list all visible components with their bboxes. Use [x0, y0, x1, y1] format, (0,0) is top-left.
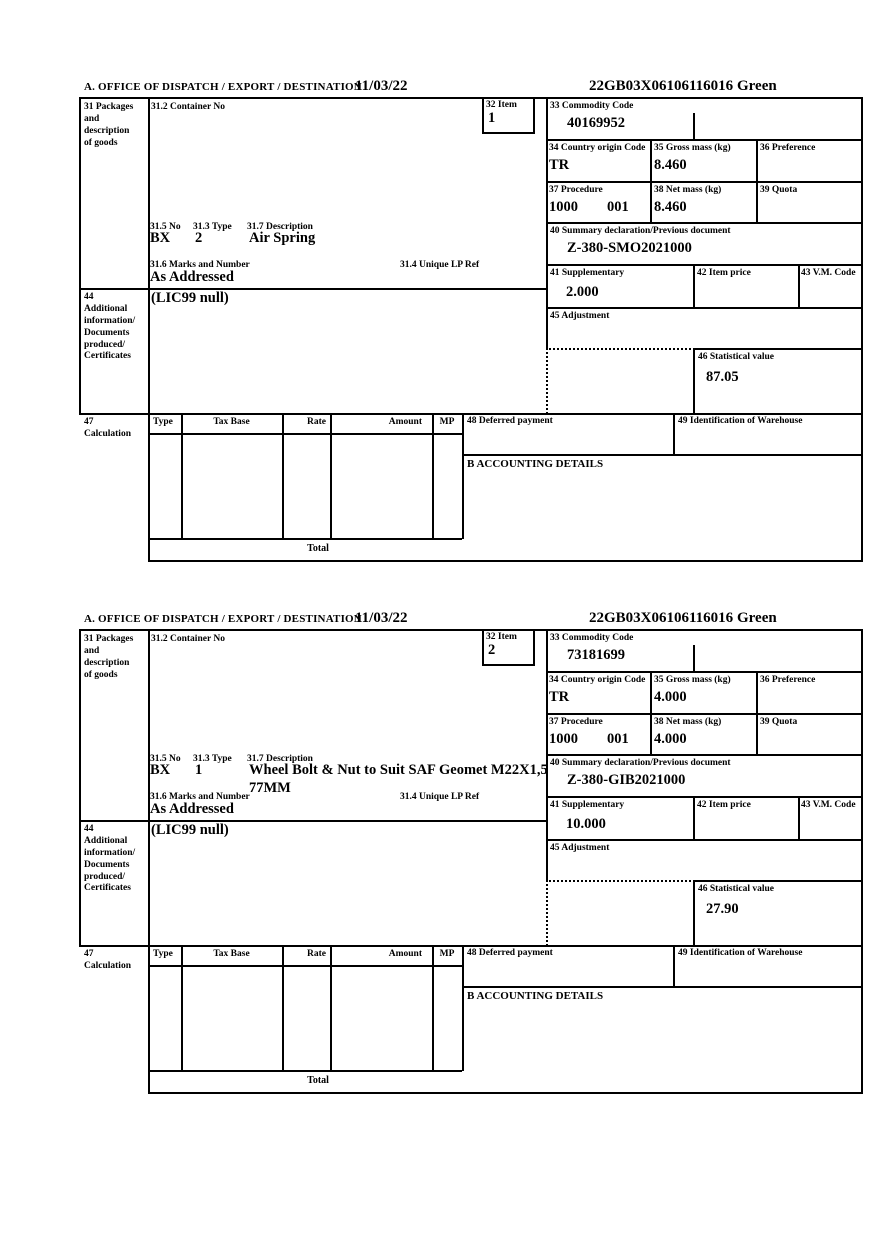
declaration-date: 11/03/22: [355, 78, 408, 94]
label-line: of goods: [84, 669, 118, 680]
calc-rate-header: Rate: [307, 417, 326, 427]
divider: [546, 671, 863, 673]
summary-declaration-label: 40 Summary declaration/Previous document: [550, 226, 731, 236]
net-mass-label: 38 Net mass (kg): [654, 185, 722, 195]
commodity-code-value: 40169952: [567, 115, 625, 131]
gross-mass-label: 35 Gross mass (kg): [654, 143, 731, 153]
label-line: Certificates: [84, 351, 131, 362]
divider: [79, 629, 863, 631]
packages-type-value: 1: [195, 762, 203, 778]
declaration-reference: 22GB03X06106116016: [589, 78, 734, 94]
routing-status: Green: [737, 610, 777, 626]
warehouse-identification-label: 49 Identification of Warehouse: [678, 948, 803, 958]
label-line: information/: [84, 847, 136, 858]
divider: [462, 986, 863, 988]
divider: [546, 629, 548, 881]
packages-no-label: 31.5 No: [150, 222, 181, 232]
procedure-label: 37 Procedure: [549, 185, 603, 195]
calc-mp-header: MP: [439, 417, 455, 427]
calc-mp-header: MP: [439, 949, 455, 959]
label-line: 44: [84, 824, 94, 834]
routing-status: Green: [737, 78, 777, 94]
unique-lp-ref-label: 31.4 Unique LP Ref: [400, 792, 480, 802]
quota-label: 39 Quota: [760, 185, 798, 195]
packages-type-value: 2: [195, 230, 203, 246]
label-line: 31 Packages: [84, 102, 134, 112]
supplementary-value: 10.000: [566, 816, 606, 832]
divider: [79, 413, 863, 415]
dotted-divider: [546, 348, 695, 350]
divider: [462, 945, 464, 1071]
container-no-label: 31.2 Container No: [151, 102, 225, 112]
divider: [181, 413, 183, 539]
supplementary-value: 2.000: [566, 284, 599, 300]
divider: [693, 348, 695, 414]
item-label: 32 Item: [486, 100, 517, 110]
additional-information-label: [84, 824, 135, 895]
divider: [181, 945, 183, 1071]
packages-description-label: [84, 102, 133, 150]
divider: [462, 454, 863, 456]
gross-mass-value: 8.460: [654, 157, 687, 173]
description-label: 31.7 Description: [247, 222, 313, 232]
divider: [148, 965, 462, 967]
divider: [148, 97, 150, 562]
divider: [693, 880, 863, 882]
marks-value: As Addressed: [150, 801, 234, 817]
divider: [693, 796, 695, 840]
declaration-section-item-2: [0, 532, 882, 1086]
goods-description-line2: 77MM: [249, 780, 291, 796]
total-label: Total: [307, 1075, 329, 1086]
office-of-dispatch-label: A. OFFICE OF DISPATCH / EXPORT / DESTINATION: [84, 613, 362, 625]
divider: [148, 1092, 863, 1094]
calc-tax-base-header: Tax Base: [213, 949, 250, 959]
label-line: Documents: [84, 327, 130, 338]
label-line: description: [84, 657, 130, 668]
divider: [148, 433, 462, 435]
divider: [533, 97, 535, 134]
country-origin-label: 34 Country origin Code: [549, 143, 646, 153]
summary-declaration-value: Z-380-GIB2021000: [567, 772, 686, 788]
vm-code-label: 43 V.M. Code: [801, 268, 856, 278]
divider: [546, 181, 863, 183]
statistical-value: 27.90: [706, 901, 739, 917]
divider: [546, 754, 863, 756]
divider: [79, 629, 81, 946]
marks-and-number-label: 31.6 Marks and Number: [150, 792, 250, 802]
packages-no-label: 31.5 No: [150, 754, 181, 764]
divider: [546, 97, 548, 349]
divider: [693, 348, 863, 350]
declaration-reference: 22GB03X06106116016: [589, 610, 734, 626]
divider: [693, 880, 695, 946]
label-line: produced/: [84, 339, 126, 350]
summary-declaration-label: 40 Summary declaration/Previous document: [550, 758, 731, 768]
gross-mass-value: 4.000: [654, 689, 687, 705]
additional-information-label: [84, 292, 135, 363]
divider: [650, 139, 652, 223]
divider: [330, 945, 332, 1071]
label-line: and: [84, 113, 100, 124]
label-line: Documents: [84, 859, 130, 870]
label-line: Certificates: [84, 883, 131, 894]
procedure-value-1: 1000: [549, 731, 578, 747]
adjustment-label: 45 Adjustment: [550, 311, 610, 321]
divider: [282, 413, 284, 539]
unique-lp-ref-label: 31.4 Unique LP Ref: [400, 260, 480, 270]
calc-tax-base-header: Tax Base: [213, 417, 250, 427]
procedure-value-2: 001: [607, 199, 629, 215]
label-line: 44: [84, 292, 94, 302]
procedure-label: 37 Procedure: [549, 717, 603, 727]
divider: [693, 113, 695, 140]
divider: [330, 413, 332, 539]
item-price-label: 42 Item price: [697, 800, 751, 810]
divider: [546, 839, 863, 841]
divider: [546, 139, 863, 141]
calculation-label: [84, 417, 131, 441]
statistical-value-label: 46 Statistical value: [698, 352, 774, 362]
country-origin-label: 34 Country origin Code: [549, 675, 646, 685]
label-line: 47: [84, 949, 94, 959]
packages-no-value: BX: [150, 762, 171, 778]
divider: [482, 132, 535, 134]
divider: [650, 671, 652, 755]
divider: [79, 97, 863, 99]
quota-label: 39 Quota: [760, 717, 798, 727]
divider: [432, 945, 434, 1071]
packages-type-label: 31.3 Type: [193, 754, 232, 764]
label-line: description: [84, 125, 130, 136]
declaration-section-item-1: [0, 0, 882, 554]
packages-description-label: [84, 634, 133, 682]
packages-no-value: BX: [150, 230, 171, 246]
accounting-details-label: B ACCOUNTING DETAILS: [467, 990, 604, 1002]
calc-type-header: Type: [153, 949, 173, 959]
divider: [546, 222, 863, 224]
divider: [756, 671, 758, 755]
net-mass-label: 38 Net mass (kg): [654, 717, 722, 727]
description-label: 31.7 Description: [247, 754, 313, 764]
additional-info-value: (LIC99 null): [151, 290, 229, 306]
item-number-value: 2: [488, 642, 496, 658]
adjustment-label: 45 Adjustment: [550, 843, 610, 853]
commodity-code-value: 73181699: [567, 647, 625, 663]
summary-declaration-value: Z-380-SMO2021000: [567, 240, 692, 256]
divider: [462, 413, 464, 539]
procedure-value-1: 1000: [549, 199, 578, 215]
additional-info-value: (LIC99 null): [151, 822, 229, 838]
preference-label: 36 Preference: [760, 143, 816, 153]
calc-amount-header: Amount: [388, 417, 422, 427]
dotted-divider: [546, 348, 548, 414]
label-line: information/: [84, 315, 136, 326]
supplementary-label: 41 Supplementary: [550, 800, 625, 810]
warehouse-identification-label: 49 Identification of Warehouse: [678, 416, 803, 426]
container-no-label: 31.2 Container No: [151, 634, 225, 644]
divider: [482, 664, 535, 666]
commodity-code-label: 33 Commodity Code: [550, 633, 634, 643]
deferred-payment-label: 48 Deferred payment: [467, 416, 553, 426]
divider: [282, 945, 284, 1071]
gross-mass-label: 35 Gross mass (kg): [654, 675, 731, 685]
goods-description-line1: Wheel Bolt & Nut to Suit SAF Geomet M22X1,5: [249, 762, 548, 778]
label-line: Additional: [84, 303, 128, 314]
calc-amount-header: Amount: [388, 949, 422, 959]
divider: [673, 413, 675, 455]
divider: [148, 629, 150, 1094]
total-label: Total: [307, 543, 329, 554]
label-line: 47: [84, 417, 94, 427]
divider: [798, 796, 800, 840]
declaration-date: 11/03/22: [355, 610, 408, 626]
label-line: Calculation: [84, 428, 131, 439]
divider: [693, 264, 695, 308]
packages-type-label: 31.3 Type: [193, 222, 232, 232]
net-mass-value: 8.460: [654, 199, 687, 215]
statistical-value: 87.05: [706, 369, 739, 385]
marks-value: As Addressed: [150, 269, 234, 285]
deferred-payment-label: 48 Deferred payment: [467, 948, 553, 958]
vm-code-label: 43 V.M. Code: [801, 800, 856, 810]
dotted-divider: [546, 880, 695, 882]
supplementary-label: 41 Supplementary: [550, 268, 625, 278]
accounting-details-label: B ACCOUNTING DETAILS: [467, 458, 604, 470]
divider: [693, 645, 695, 672]
commodity-code-label: 33 Commodity Code: [550, 101, 634, 111]
label-line: 31 Packages: [84, 634, 134, 644]
preference-label: 36 Preference: [760, 675, 816, 685]
divider: [546, 307, 863, 309]
item-label: 32 Item: [486, 632, 517, 642]
divider: [546, 264, 863, 266]
statistical-value-label: 46 Statistical value: [698, 884, 774, 894]
divider: [79, 97, 81, 414]
divider: [861, 97, 863, 562]
divider: [482, 97, 484, 134]
procedure-value-2: 001: [607, 731, 629, 747]
divider: [861, 629, 863, 1094]
calculation-label: [84, 949, 131, 973]
marks-and-number-label: 31.6 Marks and Number: [150, 260, 250, 270]
divider: [79, 945, 863, 947]
item-price-label: 42 Item price: [697, 268, 751, 278]
divider: [756, 139, 758, 223]
label-line: of goods: [84, 137, 118, 148]
divider: [546, 713, 863, 715]
office-of-dispatch-label: A. OFFICE OF DISPATCH / EXPORT / DESTINATION: [84, 81, 362, 93]
calc-type-header: Type: [153, 417, 173, 427]
label-line: Additional: [84, 835, 128, 846]
divider: [482, 629, 484, 666]
divider: [533, 629, 535, 666]
country-origin-value: TR: [549, 157, 570, 173]
goods-description-line1: Air Spring: [249, 230, 316, 246]
divider: [673, 945, 675, 987]
divider: [546, 796, 863, 798]
calc-rate-header: Rate: [307, 949, 326, 959]
divider: [148, 1070, 462, 1072]
divider: [798, 264, 800, 308]
divider: [432, 413, 434, 539]
country-origin-value: TR: [549, 689, 570, 705]
label-line: and: [84, 645, 100, 656]
dotted-divider: [546, 880, 548, 946]
label-line: Calculation: [84, 960, 131, 971]
net-mass-value: 4.000: [654, 731, 687, 747]
item-number-value: 1: [488, 110, 496, 126]
label-line: produced/: [84, 871, 126, 882]
